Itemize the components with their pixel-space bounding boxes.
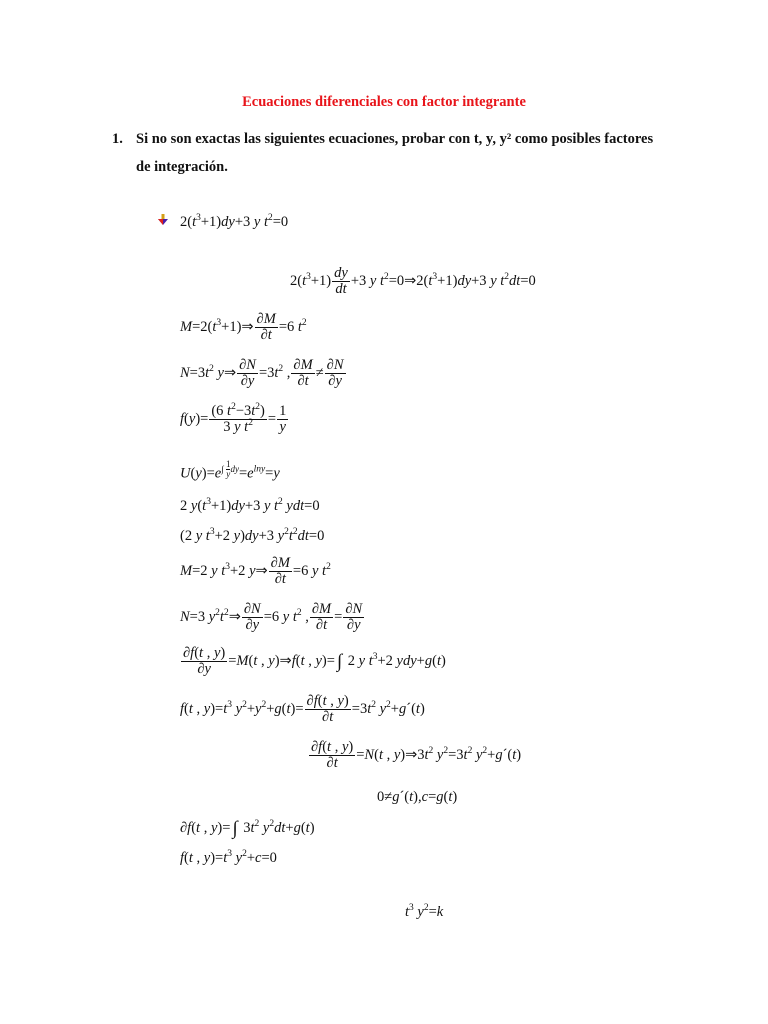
equation-mult: 2 $y(t^3+1)dy+3$ y $t^2$ ydt=0 <box>180 497 320 514</box>
equation-problem: $2(t^3+1)dy+3$ y $t^2=0$ <box>180 213 289 230</box>
equation-M: $M=2(t^3+1)\Rightarrow$ $\frac{\partial M}{\partial t}$ =6 $t^2$ <box>180 311 307 344</box>
equation-f-ty: f(t , $y)=t^3$ $y^2+y^2+g(t)=$ $\frac{\partial f(t , y)}{\partial t}$ $=3t^2$ $y^2+g´(t)$ <box>180 693 425 726</box>
equation-N2: N=3 $y^2t^2\Rightarrow$ $\frac{\partial N}{\partial y}$ =6 y $t^2$ , $\frac{\partial M}{\partial t}$ = $\frac{\partial N}{\partial y}$ <box>180 601 363 634</box>
equation-final: f(t , $y)=t^3$ $y^2+c=0$ <box>180 849 277 866</box>
equation-g: 0≠g´(t),c=g(t) <box>377 789 458 805</box>
equation-N: $N=3t^2$ y⇒ $\frac{\partial N}{\partial y}$ $=3t^2$ , $\frac{\partial M}{\partial t}$ ≠ $\frac{\partial N}{\partial y}$ <box>180 357 344 390</box>
arrow-bullet-icon <box>157 214 169 226</box>
equation-rewrite: $2(t^3+1)$ $\frac{dy}{dt}$ +3 y $t^2=0\Rightarrow 2(t^3+1)dy+3$ y $t^2dt=0$ <box>290 265 536 298</box>
question-text-line1: Si no son exactas las siguientes ecuaciones, probar con t, y, y² como posibles factores <box>136 131 654 147</box>
question-number: 1. <box>112 131 123 147</box>
question-text-line2: de integración. <box>136 159 228 175</box>
equation-integral: ∂f(t , y)= ∫ $3t^2$ $y^2dt+g(t)$ <box>180 818 315 839</box>
equation-U: $U(y)=e^{\int \frac{1}{y} dy}=e^{lny}=y$ <box>180 459 280 482</box>
document-title: Ecuaciones diferenciales con factor integrante <box>242 94 526 110</box>
equation-expanded: (2 y $t^3+2$ y)dy+3 $y^2t^2dt=0$ <box>180 527 325 544</box>
equation-df-dt: $\frac{\partial f(t , y)}{\partial t}$ =N(t , $y)\Rightarrow 3t^2$ $y^2=3t^2$ $y^2+g´(t)$ <box>311 739 522 772</box>
equation-answer: $t^3$ $y^2=k$ <box>405 903 444 920</box>
equation-f: f(y)= $\frac{(6 t^2-3t^2)}{3 y t^2}$ = $\frac{1}{y}$ <box>180 402 287 436</box>
equation-df-dy: $\frac{\partial f(t , y)}{\partial y}$ =M(t , y)⇒f(t , y)= ∫ 2 y $t^3+2$ ydy+g(t) <box>183 645 446 678</box>
equation-M2: M=2 y $t^3+2$ y⇒ $\frac{\partial M}{\partial t}$ =6 y $t^2$ <box>180 555 331 588</box>
